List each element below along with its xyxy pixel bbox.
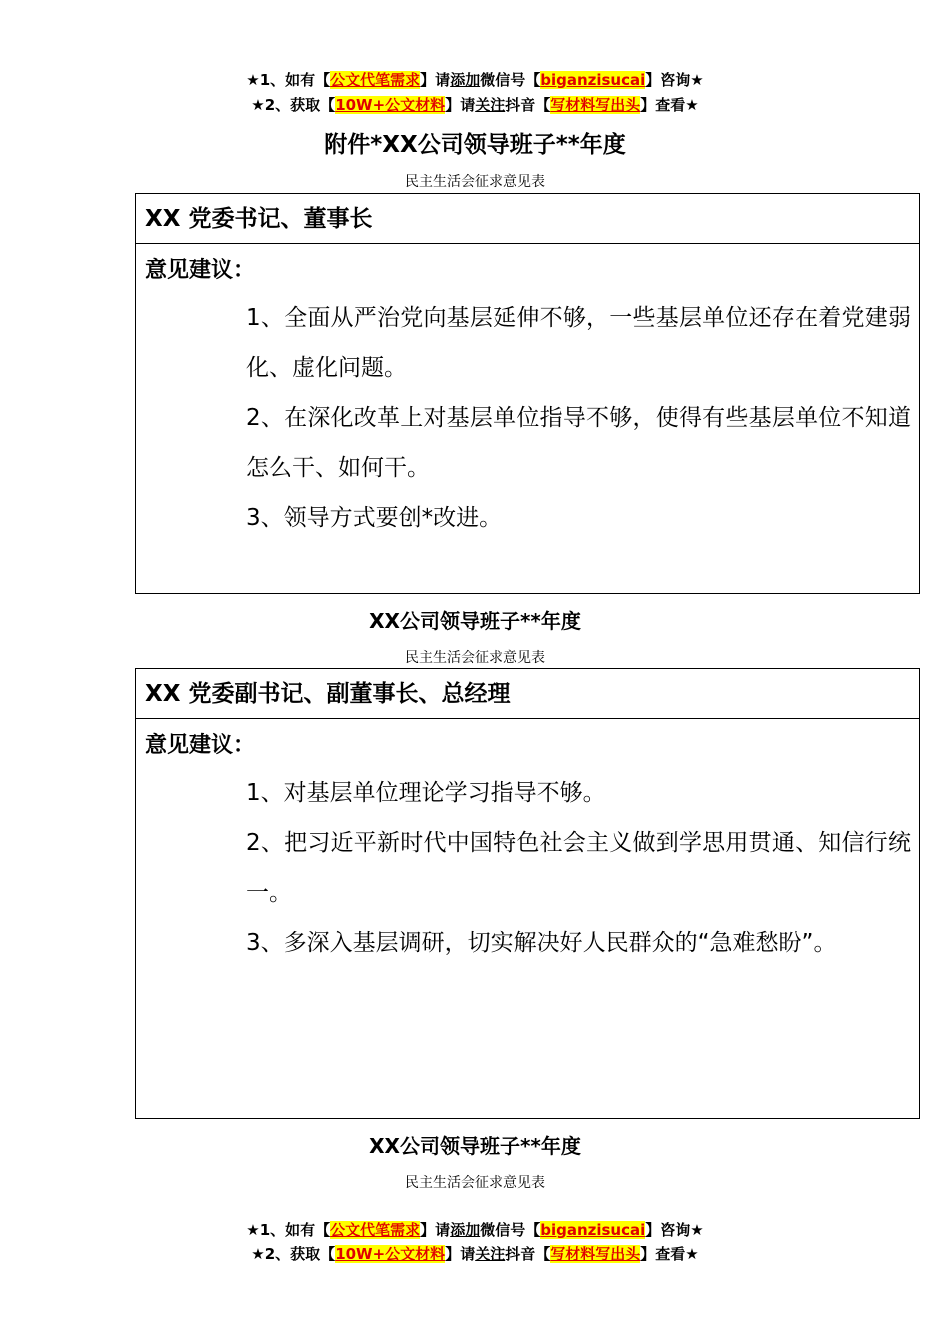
douyin-account-link[interactable]: 写材料写出头 (550, 96, 641, 114)
promo-line-1: ★1、如有【公文代笔需求】请添加微信号【biganzisucai】咨询★ (246, 1221, 704, 1239)
wechat-id-link[interactable]: biganzisucai (540, 71, 646, 89)
opinion-item: 3、领导方式要创*改进。 (246, 505, 503, 531)
opinion-form-table (135, 193, 920, 594)
opinion-item: 1、对基层单位理论学习指导不够。 (246, 780, 606, 806)
opinion-label: 意见建议： (145, 733, 256, 758)
opinion-item: 3、多深入基层调研，切实解决好人民群众的“急难愁盼”。 (246, 930, 837, 956)
opinion-label: 意见建议： (145, 258, 256, 283)
form-role-header: XX 党委书记、董事长 (136, 194, 919, 244)
promo-highlight: 10W+公文材料 (335, 96, 446, 114)
form-role-header: XX 党委副书记、副董事长、总经理 (136, 669, 919, 719)
promo-highlight: 10W+公文材料 (335, 1245, 446, 1263)
opinion-item: 1、全面从严治党向基层延伸不够，一些基层单位还存在着党建弱化、虚化问题。 (246, 305, 911, 381)
promo-highlight: 公文代笔需求 (330, 1221, 421, 1239)
page-subtitle: 民主生活会征求意见表 (405, 174, 545, 190)
opinion-item: 2、把习近平新时代中国特色社会主义做到学思用贯通、知信行统一。 (246, 830, 911, 906)
section-subtitle: 民主生活会征求意见表 (405, 650, 545, 666)
opinion-form-table (135, 668, 920, 1119)
section-subtitle: 民主生活会征求意见表 (405, 1175, 545, 1191)
promo-line-2: ★2、获取【10W+公文材料】请关注抖音【写材料写出头】查看★ (251, 1245, 699, 1263)
opinion-list (246, 768, 911, 968)
douyin-account-link[interactable]: 写材料写出头 (550, 1245, 641, 1263)
page-title: 附件*XX公司领导班子**年度 (324, 132, 626, 158)
promo-line-2: ★2、获取【10W+公文材料】请关注抖音【写材料写出头】查看★ (251, 96, 699, 114)
opinion-item: 2、在深化改革上对基层单位指导不够，使得有些基层单位不知道怎么干、如何干。 (246, 405, 911, 481)
promo-line-1: ★1、如有【公文代笔需求】请添加微信号【biganzisucai】咨询★ (246, 71, 704, 89)
section-title: XX公司领导班子**年度 (369, 609, 581, 633)
section-title: XX公司领导班子**年度 (369, 1134, 581, 1158)
promo-highlight: 公文代笔需求 (330, 71, 421, 89)
wechat-id-link[interactable]: biganzisucai (540, 1221, 646, 1239)
opinion-list (246, 293, 911, 543)
